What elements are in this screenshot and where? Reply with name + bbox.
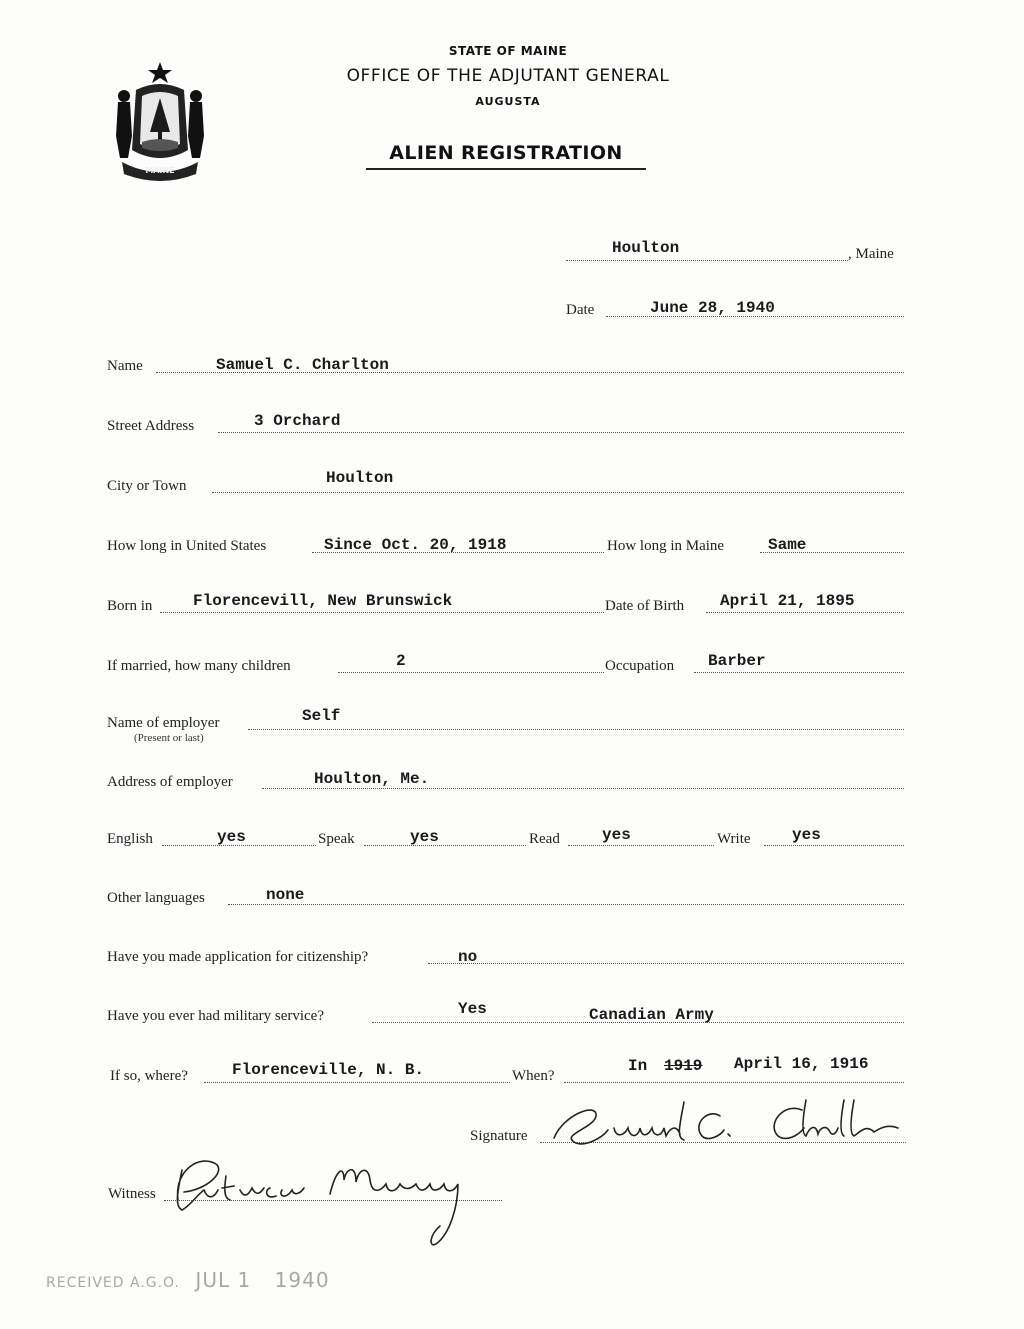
name-value: Samuel C. Charlton (216, 356, 389, 374)
header-state: STATE OF MAINE (448, 44, 568, 58)
employer-label: Name of employer (107, 715, 220, 731)
when-prefix: In (628, 1057, 648, 1075)
employer-address-value: Houlton, Me. (314, 770, 430, 788)
header-office: OFFICE OF THE ADJUTANT GENERAL (346, 66, 670, 86)
name-label: Name (107, 358, 143, 374)
street-label: Street Address (107, 418, 195, 434)
employer-address-label: Address of employer (107, 774, 233, 790)
english-value: yes (217, 828, 246, 846)
when-line (564, 1082, 904, 1083)
stamp-date: JUL 1 (195, 1268, 252, 1292)
when-struck-year: 1919 (664, 1057, 703, 1075)
street-value: 3 Orchard (254, 412, 341, 430)
read-value: yes (602, 826, 631, 844)
born-in-label: Born in (107, 598, 153, 614)
citizenship-value: no (458, 948, 478, 966)
children-value: 2 (396, 652, 406, 670)
children-line (338, 672, 604, 673)
place-label: , Maine (848, 246, 894, 262)
dob-line (706, 612, 904, 613)
city-value: Houlton (326, 469, 394, 487)
where-line (204, 1082, 510, 1083)
city-label: City or Town (107, 478, 187, 494)
english-label: English (107, 831, 153, 847)
received-stamp (46, 1268, 330, 1292)
occupation-value: Barber (708, 652, 766, 670)
other-languages-line (228, 904, 904, 905)
write-value: yes (792, 826, 821, 844)
applicant-signature (544, 1094, 914, 1154)
place-line (566, 260, 848, 261)
us-duration-label: How long in United States (107, 538, 267, 554)
citizenship-line (428, 963, 904, 964)
write-label: Write (717, 831, 751, 847)
occupation-line (694, 672, 904, 673)
date-label: Date (566, 302, 595, 318)
maine-duration-value: Same (768, 536, 807, 554)
occupation-label: Occupation (605, 658, 675, 674)
us-duration-value: Since Oct. 20, 1918 (324, 536, 507, 554)
seal-banner-text: MAINE (145, 166, 175, 175)
when-value: April 16, 1916 (734, 1055, 869, 1073)
employer-value: Self (302, 707, 341, 725)
witness-signature (160, 1150, 500, 1250)
when-label: When? (512, 1068, 555, 1084)
stamp-text: RECEIVED A.G.O. (46, 1275, 180, 1291)
title-underline (366, 168, 646, 170)
other-languages-label: Other languages (107, 890, 205, 906)
military-unit-value: Canadian Army (589, 1006, 714, 1024)
maine-duration-label: How long in Maine (607, 538, 725, 554)
witness-label: Witness (108, 1186, 156, 1202)
signature-label: Signature (470, 1128, 528, 1144)
military-value: Yes (458, 1000, 487, 1018)
employer-line (248, 729, 904, 730)
date-value: June 28, 1940 (650, 299, 775, 317)
speak-line (364, 845, 526, 846)
born-in-line (160, 612, 604, 613)
where-value: Florenceville, N. B. (232, 1061, 425, 1079)
other-languages-value: none (266, 886, 305, 904)
form-title: ALIEN REGISTRATION (389, 142, 623, 164)
place-value: Houlton (612, 239, 680, 257)
speak-value: yes (410, 828, 439, 846)
children-label: If married, how many children (107, 658, 291, 674)
read-line (568, 845, 714, 846)
citizenship-label: Have you made application for citizenship? (107, 949, 369, 965)
born-in-value: Florencevill, New Brunswick (193, 592, 453, 610)
employer-address-line (262, 788, 904, 789)
header-city: AUGUSTA (475, 95, 541, 108)
dob-label: Date of Birth (605, 598, 685, 614)
military-label: Have you ever had military service? (107, 1008, 324, 1024)
stamp-year: 1940 (274, 1268, 330, 1292)
where-label: If so, where? (110, 1068, 188, 1084)
write-line (764, 845, 904, 846)
dob-value: April 21, 1895 (720, 592, 855, 610)
street-line (218, 432, 904, 433)
city-line (212, 492, 904, 493)
read-label: Read (529, 831, 560, 847)
speak-label: Speak (318, 831, 355, 847)
employer-sublabel: (Present or last) (134, 732, 204, 744)
